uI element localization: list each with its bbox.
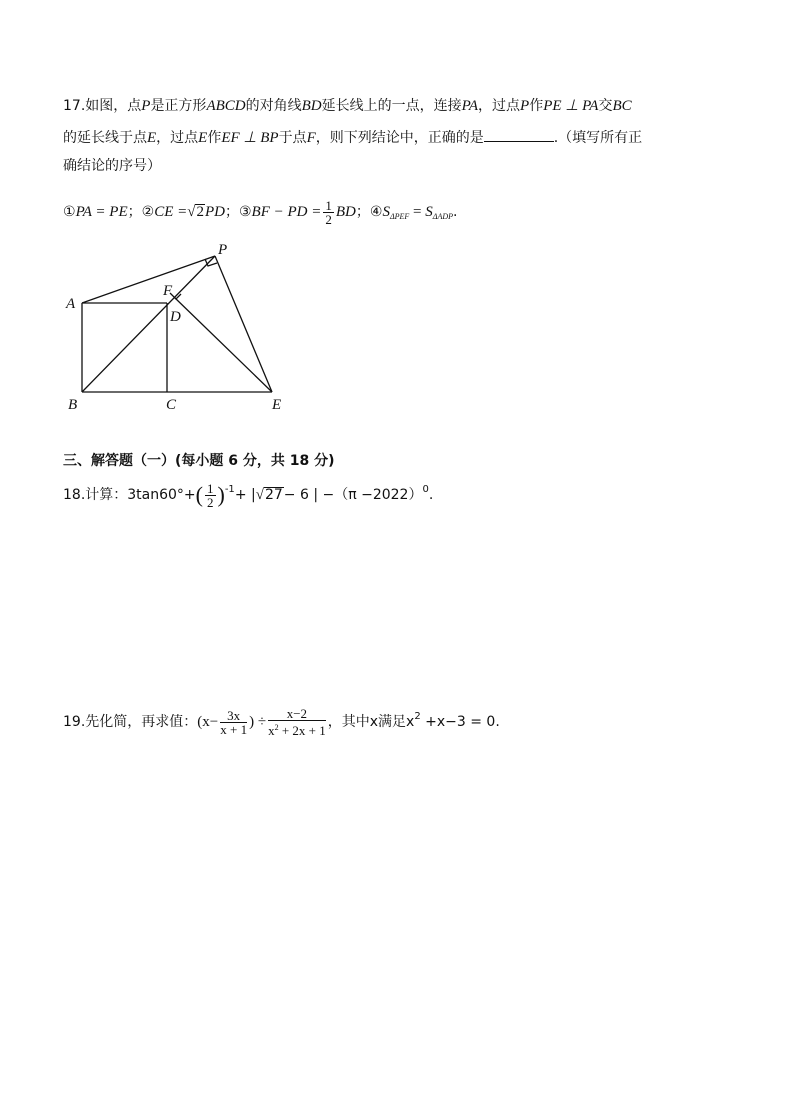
label-a: A [66, 296, 76, 312]
q19-line: 19.先化简，再求值：(x− $\frac{3x}{x + 1}$ ) ÷ $\frac{x-2}{x^2 + 2x + 1}$ ，其中x满足$x^2 +x-3 = 0$. [63, 706, 500, 738]
q17-options: ①PA = PE；②CE =√2PD；③BF − PD = $\frac{1}{2}$ BD；$④S_{\Delta PEF} = S_{\Delta ADP}$. [63, 197, 458, 227]
label-p: P [218, 242, 228, 258]
answer-blank[interactable] [484, 127, 554, 142]
geometry-figure [55, 240, 295, 415]
segment-fe [174, 297, 272, 392]
segment-pe [215, 256, 272, 392]
segment-bp [82, 256, 215, 392]
q17-line-2: 的延长线于点E，过点E作EF ⊥ BP于点F，则下列结论中，正确的是 .（填写所有正 [63, 127, 642, 148]
q18-line: 18.计算：3tan60°+( $\frac{1}{2}$ )$^{-1}$+ |√27− 6 | $-(\pi -2022)^0$. [63, 480, 434, 510]
label-c: C [166, 397, 177, 413]
label-d: D [170, 309, 181, 325]
q17-line-3: 确结论的序号） [63, 158, 161, 174]
label-e: E [272, 397, 282, 413]
sqrt-symbol: √ [187, 204, 196, 220]
label-f: F [163, 283, 173, 299]
fraction-half: $\frac{1}{2}$ [207, 480, 214, 510]
fraction-3x: $\frac{3x}{x + 1}$ [220, 707, 248, 737]
label-b: B [68, 397, 78, 413]
section-heading: 三、解答题（一）(每小题 6 分，共 18 分) [63, 453, 335, 469]
fraction-half: $\frac{1}{2}$ [325, 197, 332, 227]
segment-ap [82, 256, 215, 303]
q17-line-1: 17.如图，点P是正方形ABCD的对角线BD延长线上的一点，连接PA，过点P作PE ⊥ PA交BC [63, 98, 632, 114]
sqrt-symbol: √ [255, 487, 264, 503]
fraction-x-2: $\frac{x-2}{x^2 + 2x + 1}$ [268, 706, 326, 738]
